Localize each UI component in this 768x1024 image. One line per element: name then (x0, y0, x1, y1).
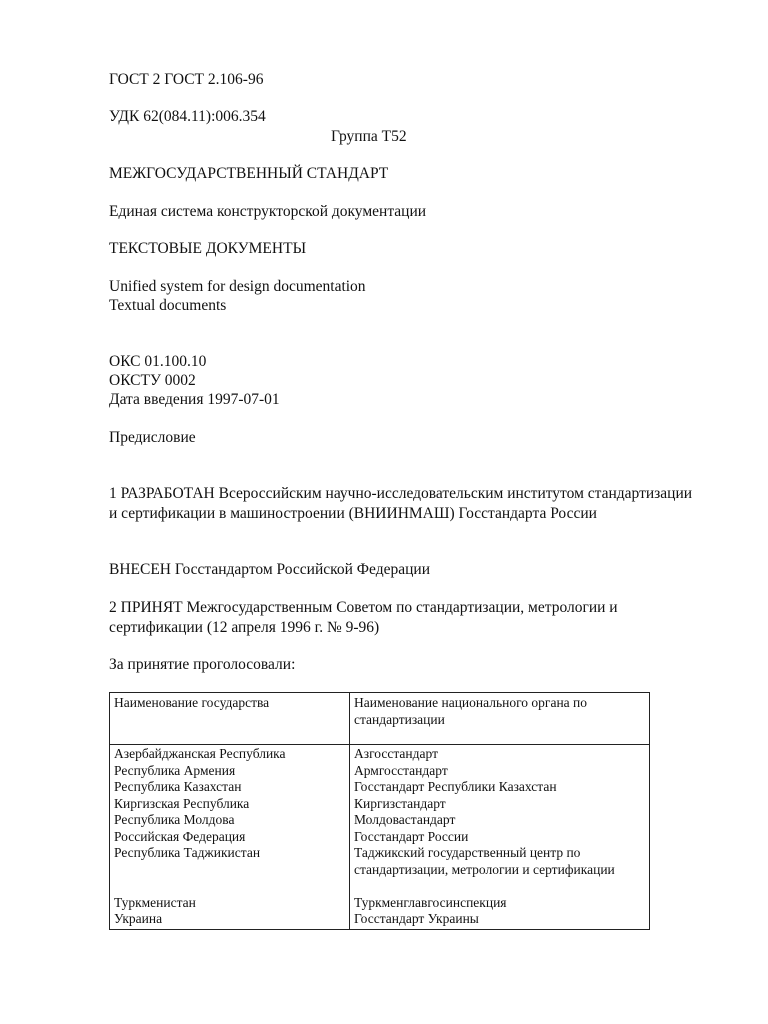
voted-heading: За принятие проголосовали: (109, 656, 296, 673)
state-name: Республика Таджикистан (114, 845, 261, 860)
state-name: Украина (114, 911, 163, 926)
standards-body-name: Азгосстандарт (354, 746, 438, 761)
standard-type: МЕЖГОСУДАРСТВЕННЫЙ СТАНДАРТ (109, 165, 389, 182)
gost-designation: ГОСТ 2 ГОСТ 2.106-96 (109, 71, 264, 88)
document-title-en: Textual documents (109, 297, 227, 314)
col-body-header: Наименование национального органа по стандартизации (350, 693, 650, 745)
standards-body-name: Молдовастандарт (354, 812, 456, 827)
standards-body-name: Госстандарт Украины (354, 911, 479, 926)
col-state-header: Наименование государства (110, 693, 350, 745)
state-name: Киргизская Республика (114, 795, 250, 811)
foreword-item-1: 1 РАЗРАБОТАН Всероссийским научно-исследовательским институтом стандартизации и сертификации в машиностроении (ВНИИНМАШ) Госстандарта России (109, 485, 693, 522)
standards-body-name: Таджикский государственный центр по стандартизации, метрологии и сертификации (354, 845, 615, 877)
standards-body-name: Туркменглавгосинспекция (354, 894, 507, 910)
state-name: Республика Армения (114, 762, 236, 778)
system-name-ru: Единая система конструкторской документации (109, 203, 427, 220)
state-name: Туркменистан (114, 894, 196, 910)
udk-code: УДК 62(084.11):006.354 (109, 108, 266, 125)
body-column (350, 745, 650, 930)
document-title-ru: ТЕКСТОВЫЕ ДОКУМЕНТЫ (109, 240, 307, 257)
group-code: Группа Т52 (331, 128, 407, 145)
voting-states-table (109, 692, 650, 930)
oks-code: ОКС 01.100.10 (109, 353, 207, 370)
okstu-code: ОКСТУ 0002 (109, 372, 196, 389)
system-name-en: Unified system for design documentation (109, 278, 366, 295)
state-column (110, 745, 350, 930)
standards-body-name: Госстандарт Республики Казахстан (354, 779, 557, 794)
table-header-row (110, 693, 650, 745)
introduction-date: Дата введения 1997-07-01 (109, 391, 280, 408)
foreword-item-2: 2 ПРИНЯТ Межгосударственным Советом по стандартизации, метрологии и сертификации (12 апреля 1996 г. № 9-96) (109, 599, 618, 636)
state-name: Азербайджанская Республика (114, 746, 286, 761)
standards-body-name: Госстандарт России (354, 828, 469, 844)
foreword-heading: Предисловие (109, 429, 196, 446)
state-name: Российская Федерация (114, 828, 246, 844)
standards-body-name: Армгосстандарт (354, 762, 448, 778)
state-name: Республика Молдова (114, 812, 235, 827)
table-body-row (110, 745, 650, 930)
standards-body-name: Киргизстандарт (354, 795, 446, 811)
foreword-introduced: ВНЕСЕН Госстандартом Российской Федерации (109, 561, 430, 578)
state-name: Республика Казахстан (114, 779, 242, 794)
